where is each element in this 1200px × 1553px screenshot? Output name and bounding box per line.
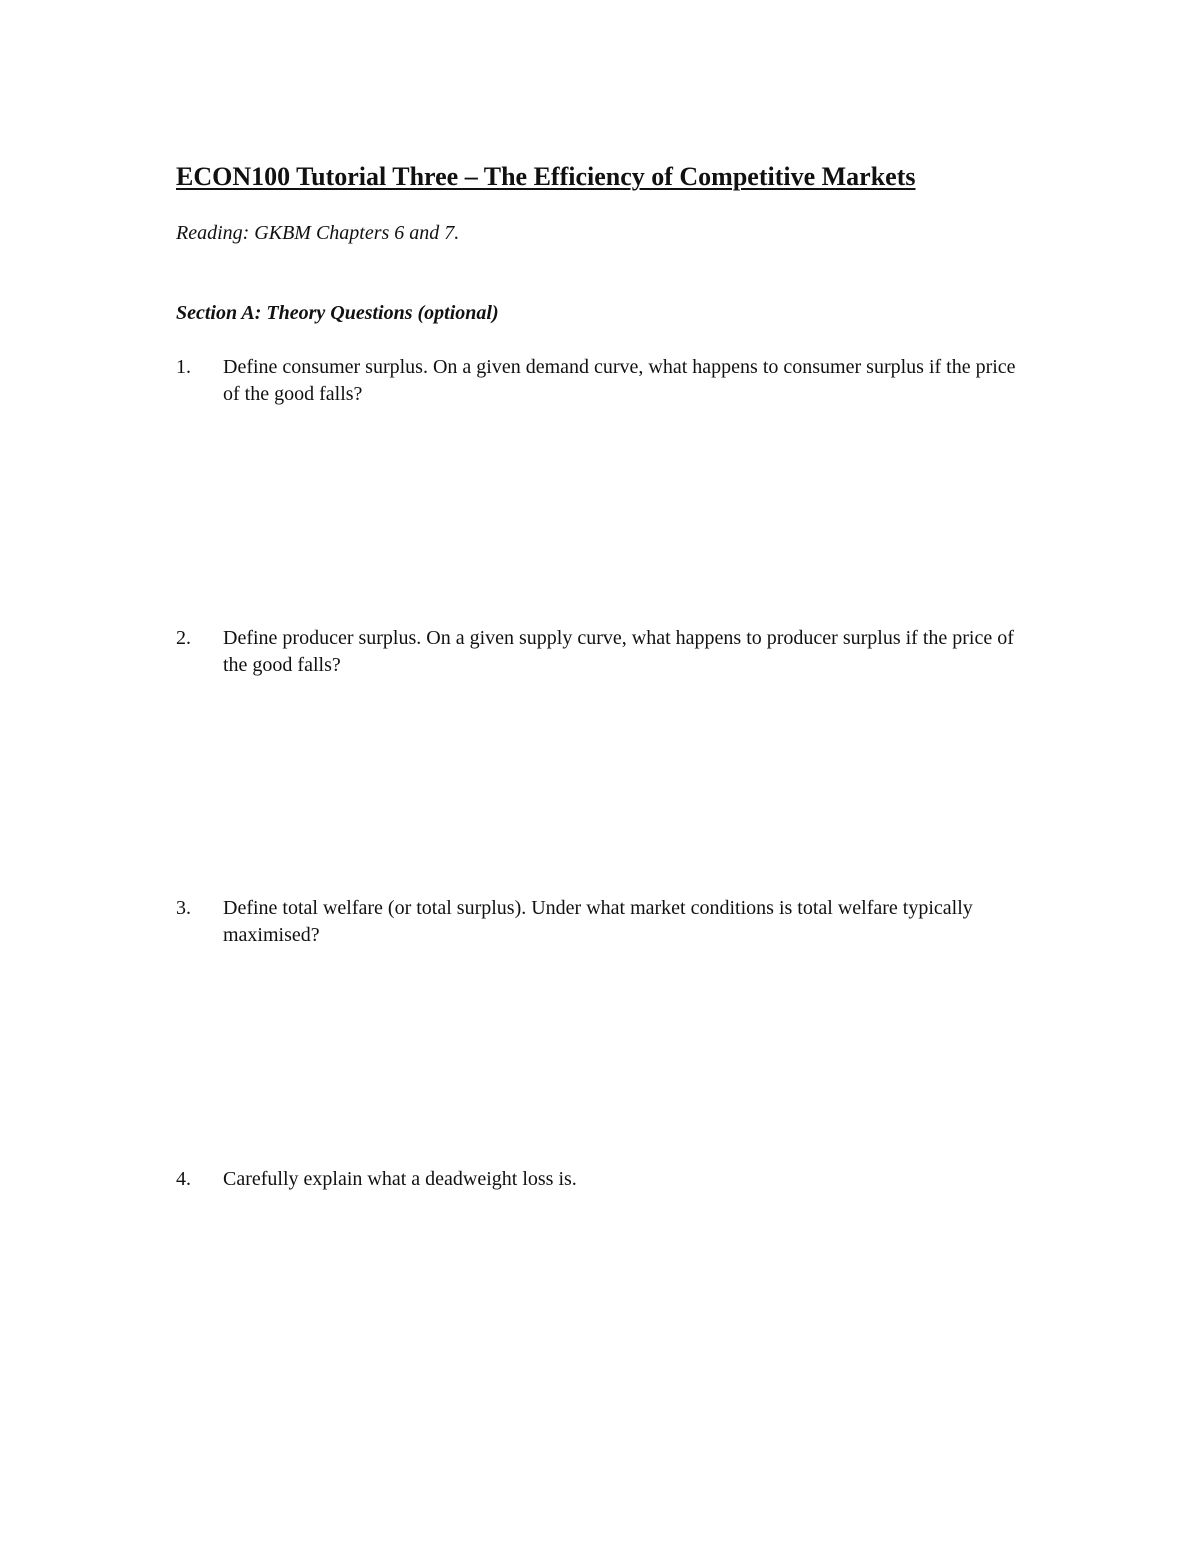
question-number: 4. (176, 1168, 191, 1190)
question-number: 1. (176, 356, 191, 378)
question-text: Define producer surplus. On a given supply curve, what happens to producer surplus if the price of the good falls? (223, 627, 1014, 676)
question-text: Define consumer surplus. On a given demand curve, what happens to consumer surplus if the price of the good falls? (223, 356, 1016, 405)
question-text: Define total welfare (or total surplus). Under what market conditions is total welfare typically maximised? (223, 897, 973, 946)
question-item (176, 895, 1036, 949)
question-item (176, 354, 1036, 408)
question-item (176, 1166, 1036, 1193)
question-item (176, 625, 1036, 679)
document-title: ECON100 Tutorial Three – The Efficiency of Competitive Markets (176, 162, 916, 191)
reading-note: Reading: GKBM Chapters 6 and 7. (176, 222, 460, 244)
question-number: 3. (176, 897, 191, 919)
section-heading: Section A: Theory Questions (optional) (176, 302, 499, 324)
question-number: 2. (176, 627, 191, 649)
question-text: Carefully explain what a deadweight loss is. (223, 1168, 577, 1190)
